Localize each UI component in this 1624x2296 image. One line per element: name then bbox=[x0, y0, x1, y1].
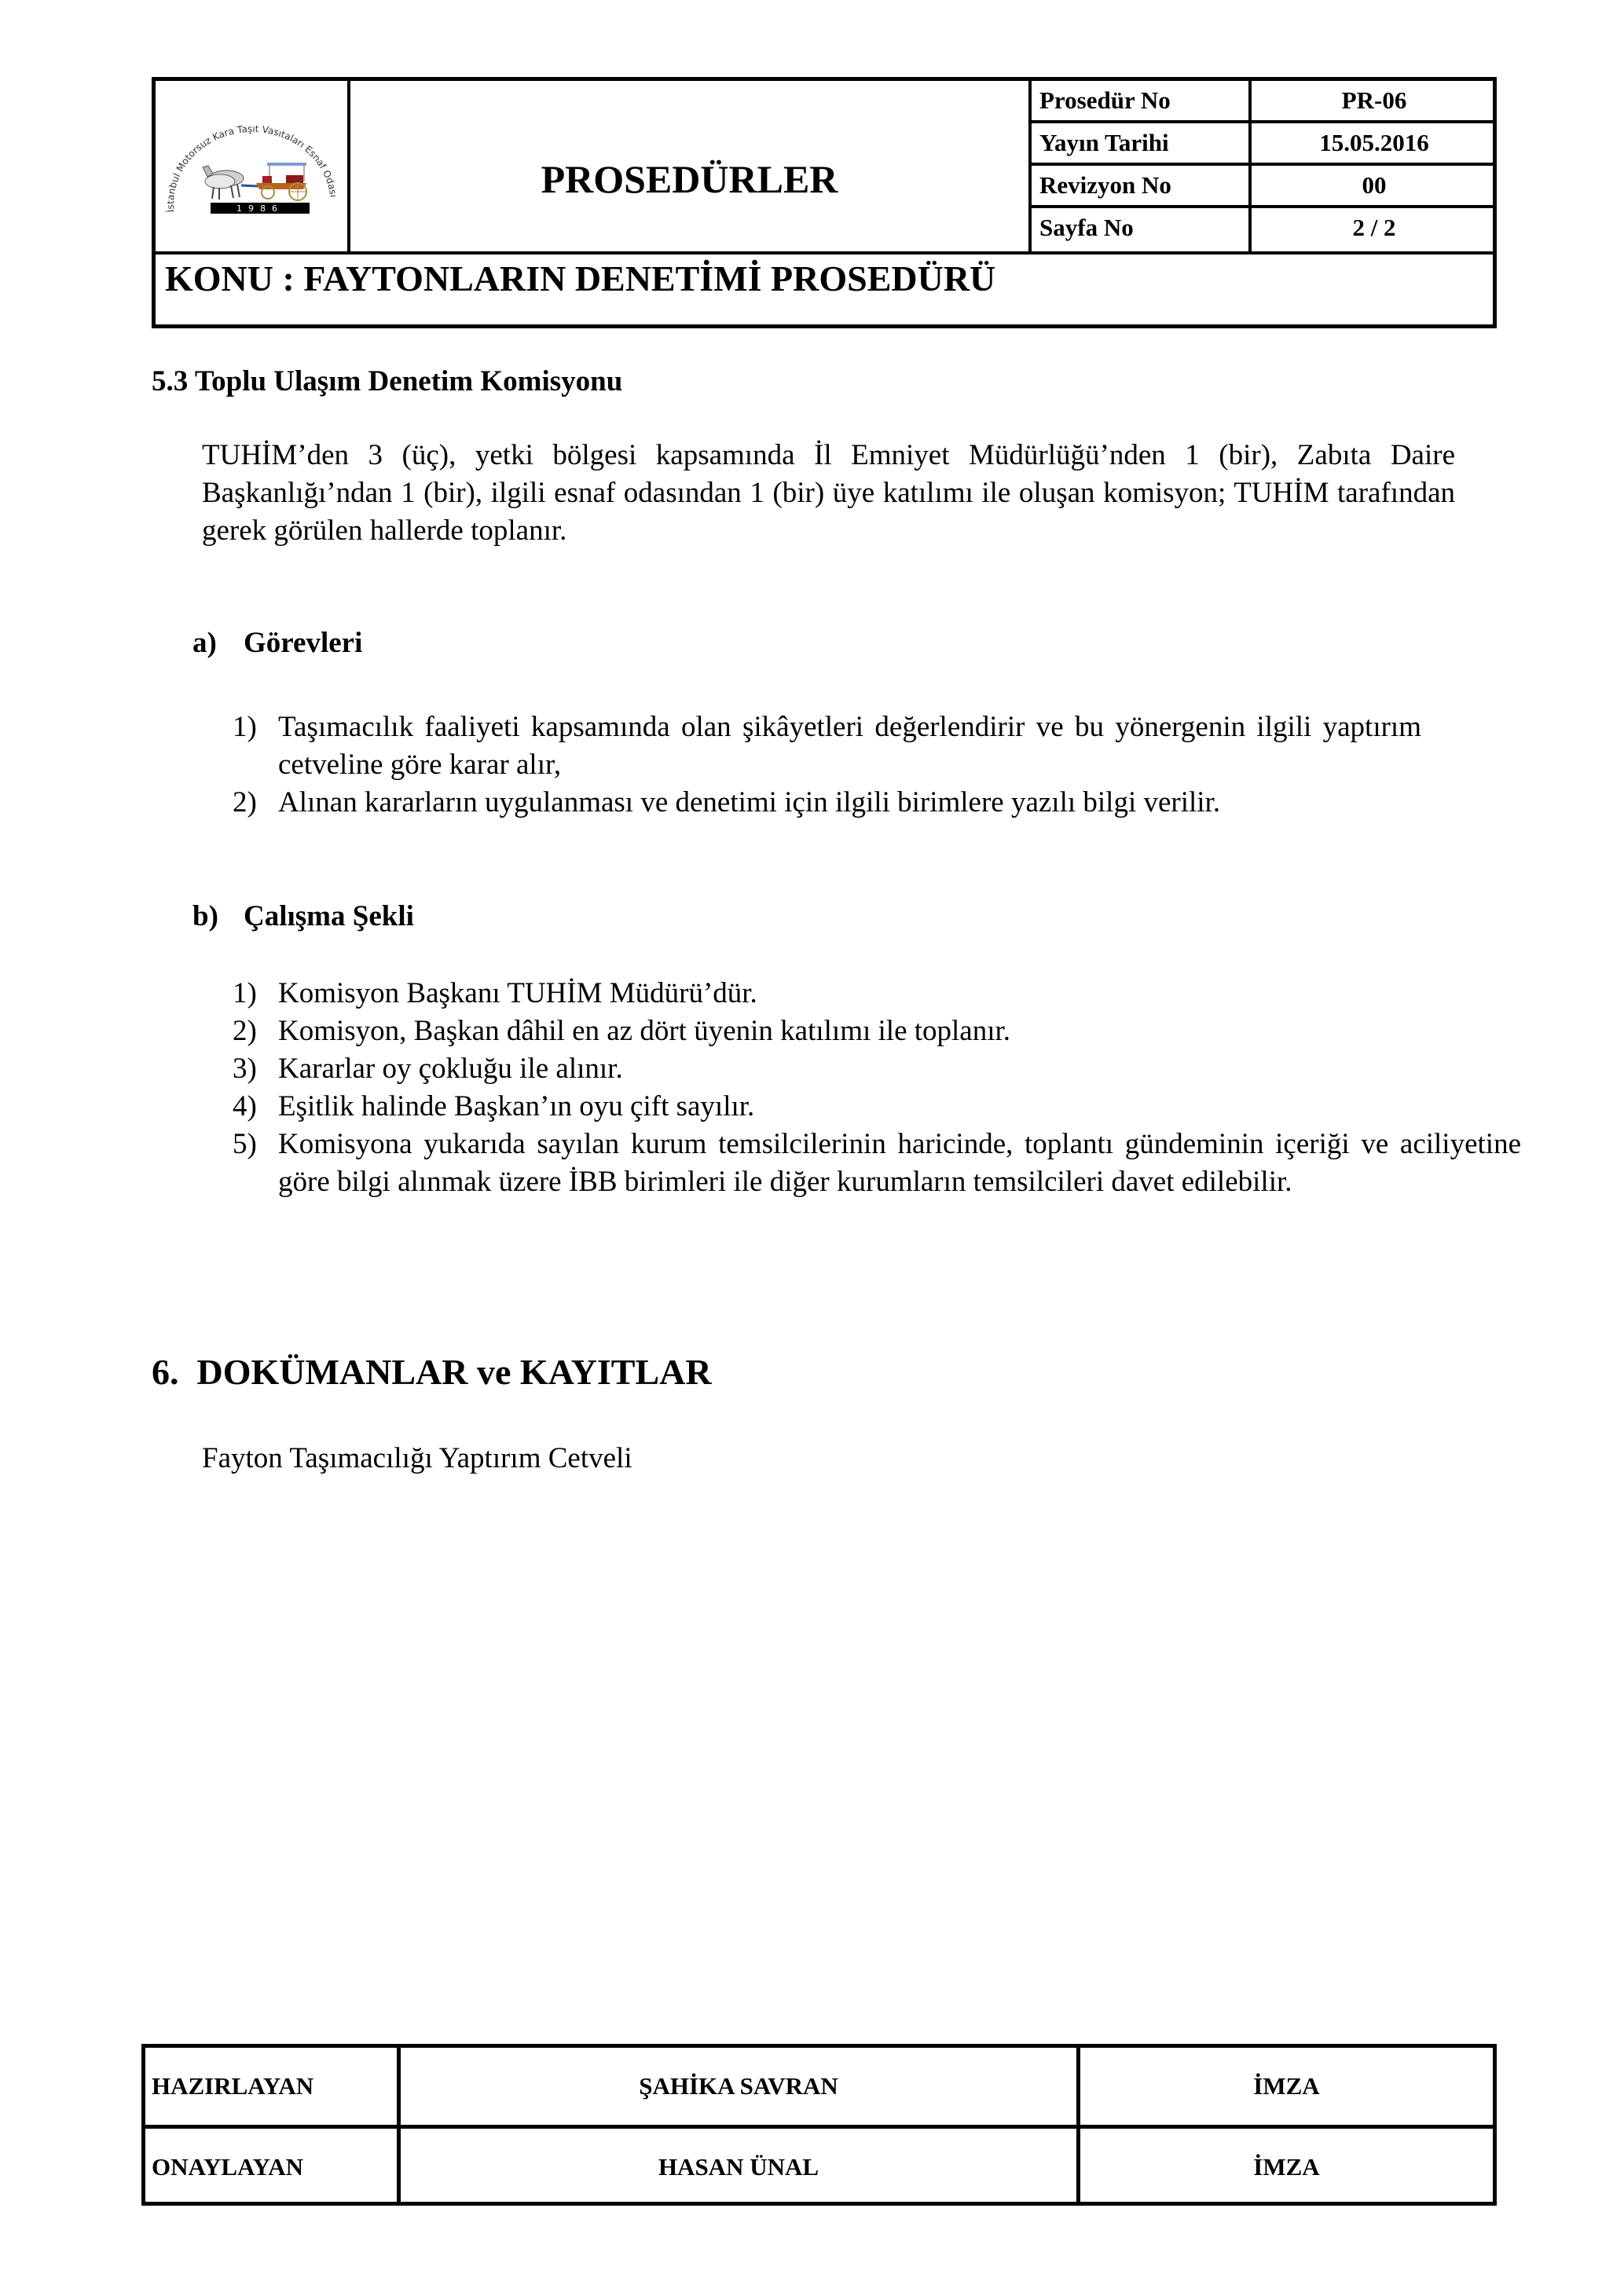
meta-row-procedure-no bbox=[1032, 81, 1497, 123]
duty-item bbox=[233, 709, 1455, 784]
meta-table bbox=[1032, 81, 1497, 251]
approval-role: HAZIRLAYAN bbox=[145, 2048, 401, 2125]
logo-arc-text: İstanbul Motorsuz Kara Taşıt Vasıtaları Esnaf Odası bbox=[164, 123, 339, 213]
approval-name: HASAN ÜNAL bbox=[401, 2129, 1080, 2206]
meta-value: 00 bbox=[1362, 171, 1387, 199]
section-6-heading: 6. DOKÜMANLAR ve KAYITLAR bbox=[152, 1352, 712, 1392]
method-item bbox=[233, 1050, 1455, 1088]
list-text: Taşımacılık faaliyeti kapsamında olan şikâyetleri değerlendirir ve bu yönergenin ilgili yaptırım cetveline göre karar alır, bbox=[278, 711, 1421, 781]
section-5-3-heading: 5.3 Toplu Ulaşım Denetim Komisyonu bbox=[152, 365, 623, 397]
svg-text:İstanbul Motorsuz Kara Taşıt V bbox=[164, 123, 339, 213]
section-5-3-paragraph: TUHİM’den 3 (üç), yetki bölgesi kapsamında İl Emniyet Müdürlüğü’nden 1 (bir), Zabıta Daire Başkanlığı’ndan 1 (bir), ilgili esnaf odasından 1 (bir) üye katılımı ile oluşan komisyon; TUHİM tarafından gerek görülen hallerde toplanır. bbox=[202, 439, 1455, 547]
approval-row-prepared bbox=[145, 2048, 1493, 2129]
list-number: 1) bbox=[233, 977, 257, 1009]
list-text: Kararlar oy çokluğu ile alınır. bbox=[278, 1053, 623, 1085]
meta-row-publish-date bbox=[1032, 123, 1497, 166]
method-item bbox=[233, 975, 1455, 1013]
signature-cell: İMZA bbox=[1253, 2072, 1320, 2100]
meta-row-page-no bbox=[1032, 208, 1497, 251]
duties-heading: Görevleri bbox=[244, 627, 363, 659]
subject-row bbox=[156, 251, 1493, 328]
list-text: Komisyon, Başkan dâhil en az dört üyenin katılımı ile toplanır. bbox=[278, 1015, 1011, 1047]
logo-cell bbox=[156, 81, 350, 251]
list-number: 2) bbox=[233, 786, 257, 818]
logo-arc-text-layer bbox=[157, 82, 346, 247]
list-number: 5) bbox=[233, 1128, 257, 1160]
meta-label: Prosedür No bbox=[1032, 81, 1252, 120]
list-text: Alınan kararların uygulanması ve denetimi için ilgili birimlere yazılı bilgi verilir. bbox=[278, 786, 1221, 818]
approval-role: ONAYLAYAN bbox=[145, 2129, 401, 2206]
method-item bbox=[233, 1013, 1455, 1050]
method-item bbox=[233, 1126, 1521, 1239]
meta-value: PR-06 bbox=[1341, 86, 1407, 114]
meta-label: Revizyon No bbox=[1032, 166, 1252, 205]
title-cell bbox=[350, 81, 1032, 251]
approval-name: ŞAHİKA SAVRAN bbox=[401, 2048, 1080, 2125]
list-number: 3) bbox=[233, 1053, 257, 1085]
approval-row-approved bbox=[145, 2129, 1493, 2206]
list-number: 2) bbox=[233, 1015, 257, 1047]
header-table bbox=[152, 77, 1497, 328]
document-title: PROSEDÜRLER bbox=[541, 156, 838, 201]
duty-item bbox=[233, 784, 1455, 822]
list-text: Eşitlik halinde Başkan’ın oyu çift sayılır. bbox=[278, 1090, 755, 1122]
list-text: Komisyon Başkanı TUHİM Müdürü’dür. bbox=[278, 977, 757, 1009]
duties-label: a) bbox=[192, 627, 217, 659]
method-item bbox=[233, 1088, 1455, 1126]
list-text: Komisyona yukarıda sayılan kurum temsilcilerinin haricinde, toplantı gündeminin içeriği ve aciliyetine göre bilgi alınmak üzere İBB birimleri ile diğer kurumların temsilcileri davet edilebilir. bbox=[278, 1128, 1521, 1198]
meta-value: 15.05.2016 bbox=[1319, 129, 1429, 156]
meta-value: 2 / 2 bbox=[1352, 214, 1396, 241]
signature-cell: İMZA bbox=[1253, 2153, 1320, 2181]
working-method-heading: Çalışma Şekli bbox=[244, 900, 414, 932]
meta-label: Yayın Tarihi bbox=[1032, 123, 1252, 163]
document-record-item: Fayton Taşımacılığı Yaptırım Cetveli bbox=[202, 1442, 632, 1474]
meta-label: Sayfa No bbox=[1032, 208, 1252, 251]
working-method-label: b) bbox=[192, 900, 218, 932]
subject-title: KONU : FAYTONLARIN DENETİMİ PROSEDÜRÜ bbox=[165, 258, 996, 298]
meta-row-revision-no bbox=[1032, 166, 1497, 208]
approval-table bbox=[141, 2044, 1497, 2206]
list-number: 1) bbox=[233, 711, 257, 743]
list-number: 4) bbox=[233, 1090, 257, 1122]
logo-year: 1986 bbox=[236, 203, 284, 214]
